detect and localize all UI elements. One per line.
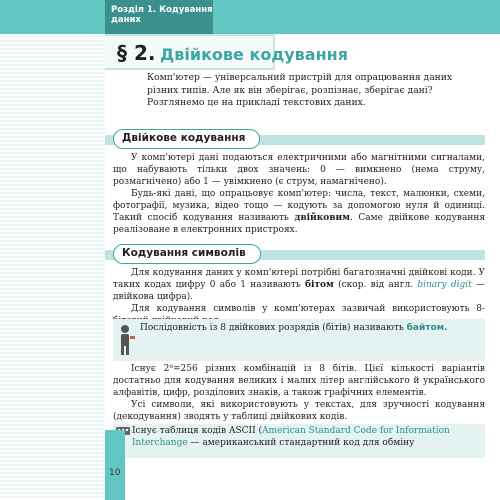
section2-paragraph-1	[113, 267, 485, 303]
paragraph-number: § 2.	[117, 41, 156, 65]
intro-text	[147, 72, 477, 110]
section2-body-continued	[113, 363, 485, 423]
section1-p2-end: . Саме двійкове кодування реалізоване в електронних пристроях.	[113, 213, 485, 235]
section2-paragraph-3: Існує 2⁸=256 різних комбінацій із 8 бітів. Цієї кількості варіантів достатньо для кодування великих і малих літер англійського й українського алфавітів, цифр, розділових знаків, а також графічних елементів.	[113, 364, 485, 398]
section-heading-binary	[105, 129, 485, 149]
chapter-label: Розділ 1. Кодування даних	[105, 0, 213, 34]
section2-p1-start: Для кодування даних у комп'ютері потрібні багатозначні двійкові коди. У таких кодах цифру 0 або 1 називають	[113, 268, 485, 290]
page-number: 10	[109, 468, 121, 478]
intro-line-2: різних типів. Але як він зберігає, розпізнає, зберігає дані?	[147, 84, 433, 96]
page-title: Двійкове кодування	[160, 45, 348, 64]
section-heading-label: Двійкове кодування	[113, 129, 260, 149]
page-number-band	[105, 430, 125, 500]
section1-body	[113, 152, 485, 236]
definition-text	[140, 322, 480, 335]
ascii-end: — американський стандартний код для обміну	[187, 438, 415, 448]
section1-paragraph-1: У комп'ютері дані подаються електричними або магнітними сигналами, що набувають тільки двох значень: 0 — вимкнено (нема струму, розмагнічено) або 1 — увімкнено (є струм, намагнічено).	[113, 153, 485, 187]
section-heading-symbols	[105, 244, 485, 264]
section2-p1-end: — двійкова цифра).	[113, 280, 486, 302]
intro-line-1: Комп'ютер — універсальний пристрій для опрацювання даних	[147, 72, 453, 83]
ascii-text	[132, 425, 482, 449]
definition-body: Послідовність із 8 двійкових розрядів (бітів) називають	[140, 323, 407, 333]
section2-p1-mid: (скор. від англ.	[333, 280, 418, 290]
term-bit: бітом	[305, 280, 334, 290]
term-binary-digit: binary digit	[417, 280, 472, 290]
person-icon	[117, 324, 137, 356]
intro-line-3: Розглянемо це на прикладі текстових даних.	[147, 97, 366, 108]
section2-paragraph-4: Усі символи, які використовують у текстах, для зручності кодування (декодування) зводять у таблиці двійкових кодів.	[113, 400, 485, 422]
section1-p2-start: Будь-які дані, що опрацьовує комп'ютер: числа, текст, малюнки, схеми, фотографії, музика, відео тощо — кодують за допомогою нуля й одиниці. Такий спосіб кодування називають	[113, 189, 485, 223]
left-margin-band	[0, 34, 105, 500]
section2-paragraph-2: Для кодування символів у комп'ютерах зазвичай використовують 8-	[131, 304, 485, 314]
header-band	[0, 0, 500, 34]
section1-paragraph-2	[113, 188, 485, 236]
section2-body	[113, 267, 485, 327]
ascii-term: American Standard Code for Information Interchange	[132, 426, 450, 448]
ascii-start: Існує таблиця кодів ASCII (	[132, 426, 263, 436]
term-byte: байтом.	[406, 323, 448, 333]
section-heading-label: Кодування символів	[113, 244, 261, 264]
term-binary: двійковим	[294, 213, 350, 223]
